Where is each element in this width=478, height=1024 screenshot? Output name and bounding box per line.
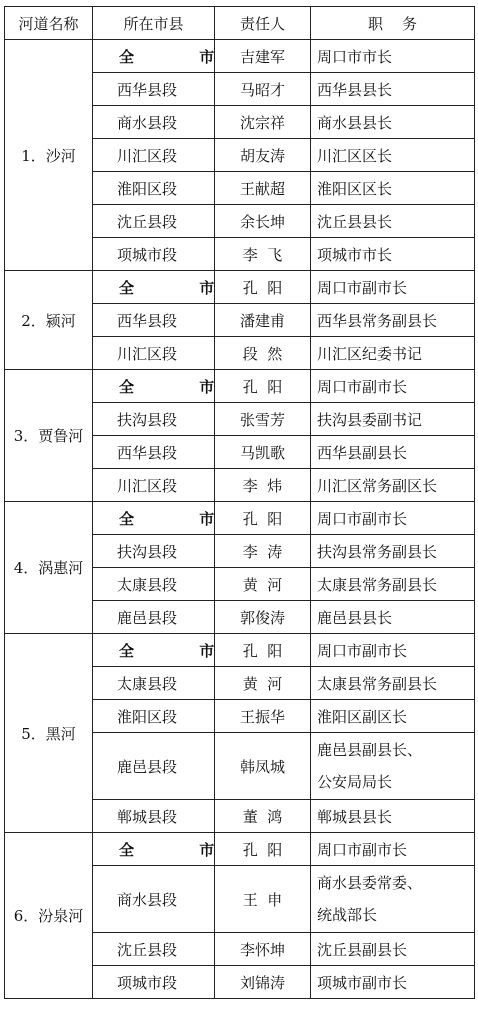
post-cell — [311, 139, 475, 172]
post-line: 周口市副市长 — [317, 840, 408, 859]
post-line: 项城市副市长 — [317, 973, 408, 992]
area-cell: 全 市 — [93, 502, 215, 535]
person-cell: 黄 河 — [215, 667, 311, 700]
post-cell — [311, 106, 475, 139]
post-cell — [311, 469, 475, 502]
person-cell: 孔 阳 — [215, 833, 311, 866]
post-cell — [311, 833, 475, 866]
post-cell — [311, 370, 475, 403]
post-line: 沈丘县县长 — [317, 212, 393, 231]
post-line: 周口市市长 — [317, 47, 393, 66]
area-cell: 全 市 — [93, 833, 215, 866]
person-cell: 王献超 — [215, 172, 311, 205]
person-cell: 李怀坤 — [215, 933, 311, 966]
area-cell: 川汇区段 — [93, 337, 215, 370]
person-cell: 马凯歌 — [215, 436, 311, 469]
post-line: 太康县常务副县长 — [317, 674, 438, 693]
table-row — [5, 271, 475, 304]
post-line: 周口市副市长 — [317, 509, 408, 528]
area-cell: 全 市 — [93, 271, 215, 304]
person-cell: 段 然 — [215, 337, 311, 370]
post-cell — [311, 271, 475, 304]
area-cell: 太康县段 — [93, 568, 215, 601]
person-cell: 孔 阳 — [215, 634, 311, 667]
header-river: 河道名称 — [5, 7, 93, 40]
area-cell: 川汇区段 — [93, 469, 215, 502]
header-post: 职 务 — [311, 7, 475, 40]
person-cell: 刘锦涛 — [215, 966, 311, 999]
post-cell — [311, 40, 475, 73]
post-cell — [311, 436, 475, 469]
table-row — [5, 833, 475, 866]
post-line: 鹿邑县县长 — [317, 608, 393, 627]
post-line: 鹿邑县副县长、 — [317, 741, 423, 759]
area-cell: 川汇区段 — [93, 139, 215, 172]
person-cell: 余长坤 — [215, 205, 311, 238]
post-cell — [311, 933, 475, 966]
post-line: 扶沟县常务副县长 — [317, 542, 438, 561]
person-cell: 韩凤城 — [215, 733, 311, 800]
table-row — [5, 370, 475, 403]
post-line: 商水县委常委、 — [317, 874, 423, 892]
post-cell — [311, 502, 475, 535]
post-line: 川汇区纪委书记 — [317, 344, 423, 363]
post-cell — [311, 733, 475, 800]
post-line: 商水县县长 — [317, 113, 393, 132]
person-cell: 郭俊涛 — [215, 601, 311, 634]
post-cell — [311, 172, 475, 205]
post-cell — [311, 700, 475, 733]
person-cell: 孔 阳 — [215, 502, 311, 535]
post-cell — [311, 800, 475, 833]
header-person: 责任人 — [215, 7, 311, 40]
area-cell: 淮阳区段 — [93, 700, 215, 733]
header-area: 所在市县 — [93, 7, 215, 40]
person-cell: 马昭才 — [215, 73, 311, 106]
area-cell: 淮阳区段 — [93, 172, 215, 205]
area-cell: 太康县段 — [93, 667, 215, 700]
post-line: 西华县县长 — [317, 80, 393, 99]
person-cell: 沈宗祥 — [215, 106, 311, 139]
area-cell: 西华县段 — [93, 73, 215, 106]
table-row — [5, 40, 475, 73]
area-cell: 扶沟县段 — [93, 535, 215, 568]
area-cell: 鹿邑县段 — [93, 601, 215, 634]
post-cell — [311, 403, 475, 436]
post-cell — [311, 866, 475, 933]
post-cell — [311, 601, 475, 634]
post-line: 周口市副市长 — [317, 641, 408, 660]
area-cell: 项城市段 — [93, 238, 215, 271]
post-cell — [311, 337, 475, 370]
river-name-cell: 3．贾鲁河 — [5, 370, 93, 502]
post-line: 统战部长 — [317, 906, 378, 924]
table-row — [5, 634, 475, 667]
person-cell: 孔 阳 — [215, 370, 311, 403]
area-cell: 全 市 — [93, 370, 215, 403]
post-cell — [311, 304, 475, 337]
post-line: 沈丘县副县长 — [317, 940, 408, 959]
river-name-cell: 4．涡惠河 — [5, 502, 93, 634]
post-cell — [311, 634, 475, 667]
table-row — [5, 502, 475, 535]
area-cell: 全 市 — [93, 634, 215, 667]
post-line: 扶沟县委副书记 — [317, 410, 423, 429]
post-line: 周口市副市长 — [317, 278, 408, 297]
river-name-cell: 5．黑河 — [5, 634, 93, 833]
person-cell: 董 鸿 — [215, 800, 311, 833]
person-cell: 孔 阳 — [215, 271, 311, 304]
river-name-cell: 1．沙河 — [5, 40, 93, 271]
area-cell: 西华县段 — [93, 304, 215, 337]
area-cell: 全 市 — [93, 40, 215, 73]
person-cell: 潘建甫 — [215, 304, 311, 337]
post-line: 郸城县县长 — [317, 807, 393, 826]
area-cell: 商水县段 — [93, 106, 215, 139]
area-cell: 郸城县段 — [93, 800, 215, 833]
post-line: 川汇区区长 — [317, 146, 393, 165]
person-cell: 李 涛 — [215, 535, 311, 568]
area-cell: 鹿邑县段 — [93, 733, 215, 800]
person-cell: 王振华 — [215, 700, 311, 733]
post-line: 淮阳区区长 — [317, 179, 393, 198]
area-cell: 西华县段 — [93, 436, 215, 469]
post-line: 西华县常务副县长 — [317, 311, 438, 330]
post-cell — [311, 966, 475, 999]
river-chief-table — [4, 6, 475, 999]
area-cell: 项城市段 — [93, 966, 215, 999]
post-cell — [311, 667, 475, 700]
post-cell — [311, 568, 475, 601]
area-cell: 沈丘县段 — [93, 205, 215, 238]
person-cell: 王 申 — [215, 866, 311, 933]
river-name-cell: 6．汾泉河 — [5, 833, 93, 999]
post-cell — [311, 73, 475, 106]
post-line: 川汇区常务副区长 — [317, 476, 438, 495]
area-cell: 沈丘县段 — [93, 933, 215, 966]
person-cell: 李 飞 — [215, 238, 311, 271]
table-header-row — [5, 7, 475, 40]
person-cell: 李 炜 — [215, 469, 311, 502]
area-cell: 扶沟县段 — [93, 403, 215, 436]
river-name-cell: 2．颍河 — [5, 271, 93, 370]
post-line: 公安局局长 — [317, 773, 393, 791]
person-cell: 胡友涛 — [215, 139, 311, 172]
post-line: 周口市副市长 — [317, 377, 408, 396]
post-line: 淮阳区副区长 — [317, 707, 408, 726]
post-line: 太康县常务副县长 — [317, 575, 438, 594]
post-line: 项城市市长 — [317, 245, 393, 264]
post-line: 西华县副县长 — [317, 443, 408, 462]
post-cell — [311, 238, 475, 271]
post-cell — [311, 205, 475, 238]
person-cell: 张雪芳 — [215, 403, 311, 436]
table-body — [5, 40, 475, 999]
person-cell: 黄 河 — [215, 568, 311, 601]
area-cell: 商水县段 — [93, 866, 215, 933]
person-cell: 吉建军 — [215, 40, 311, 73]
post-cell — [311, 535, 475, 568]
